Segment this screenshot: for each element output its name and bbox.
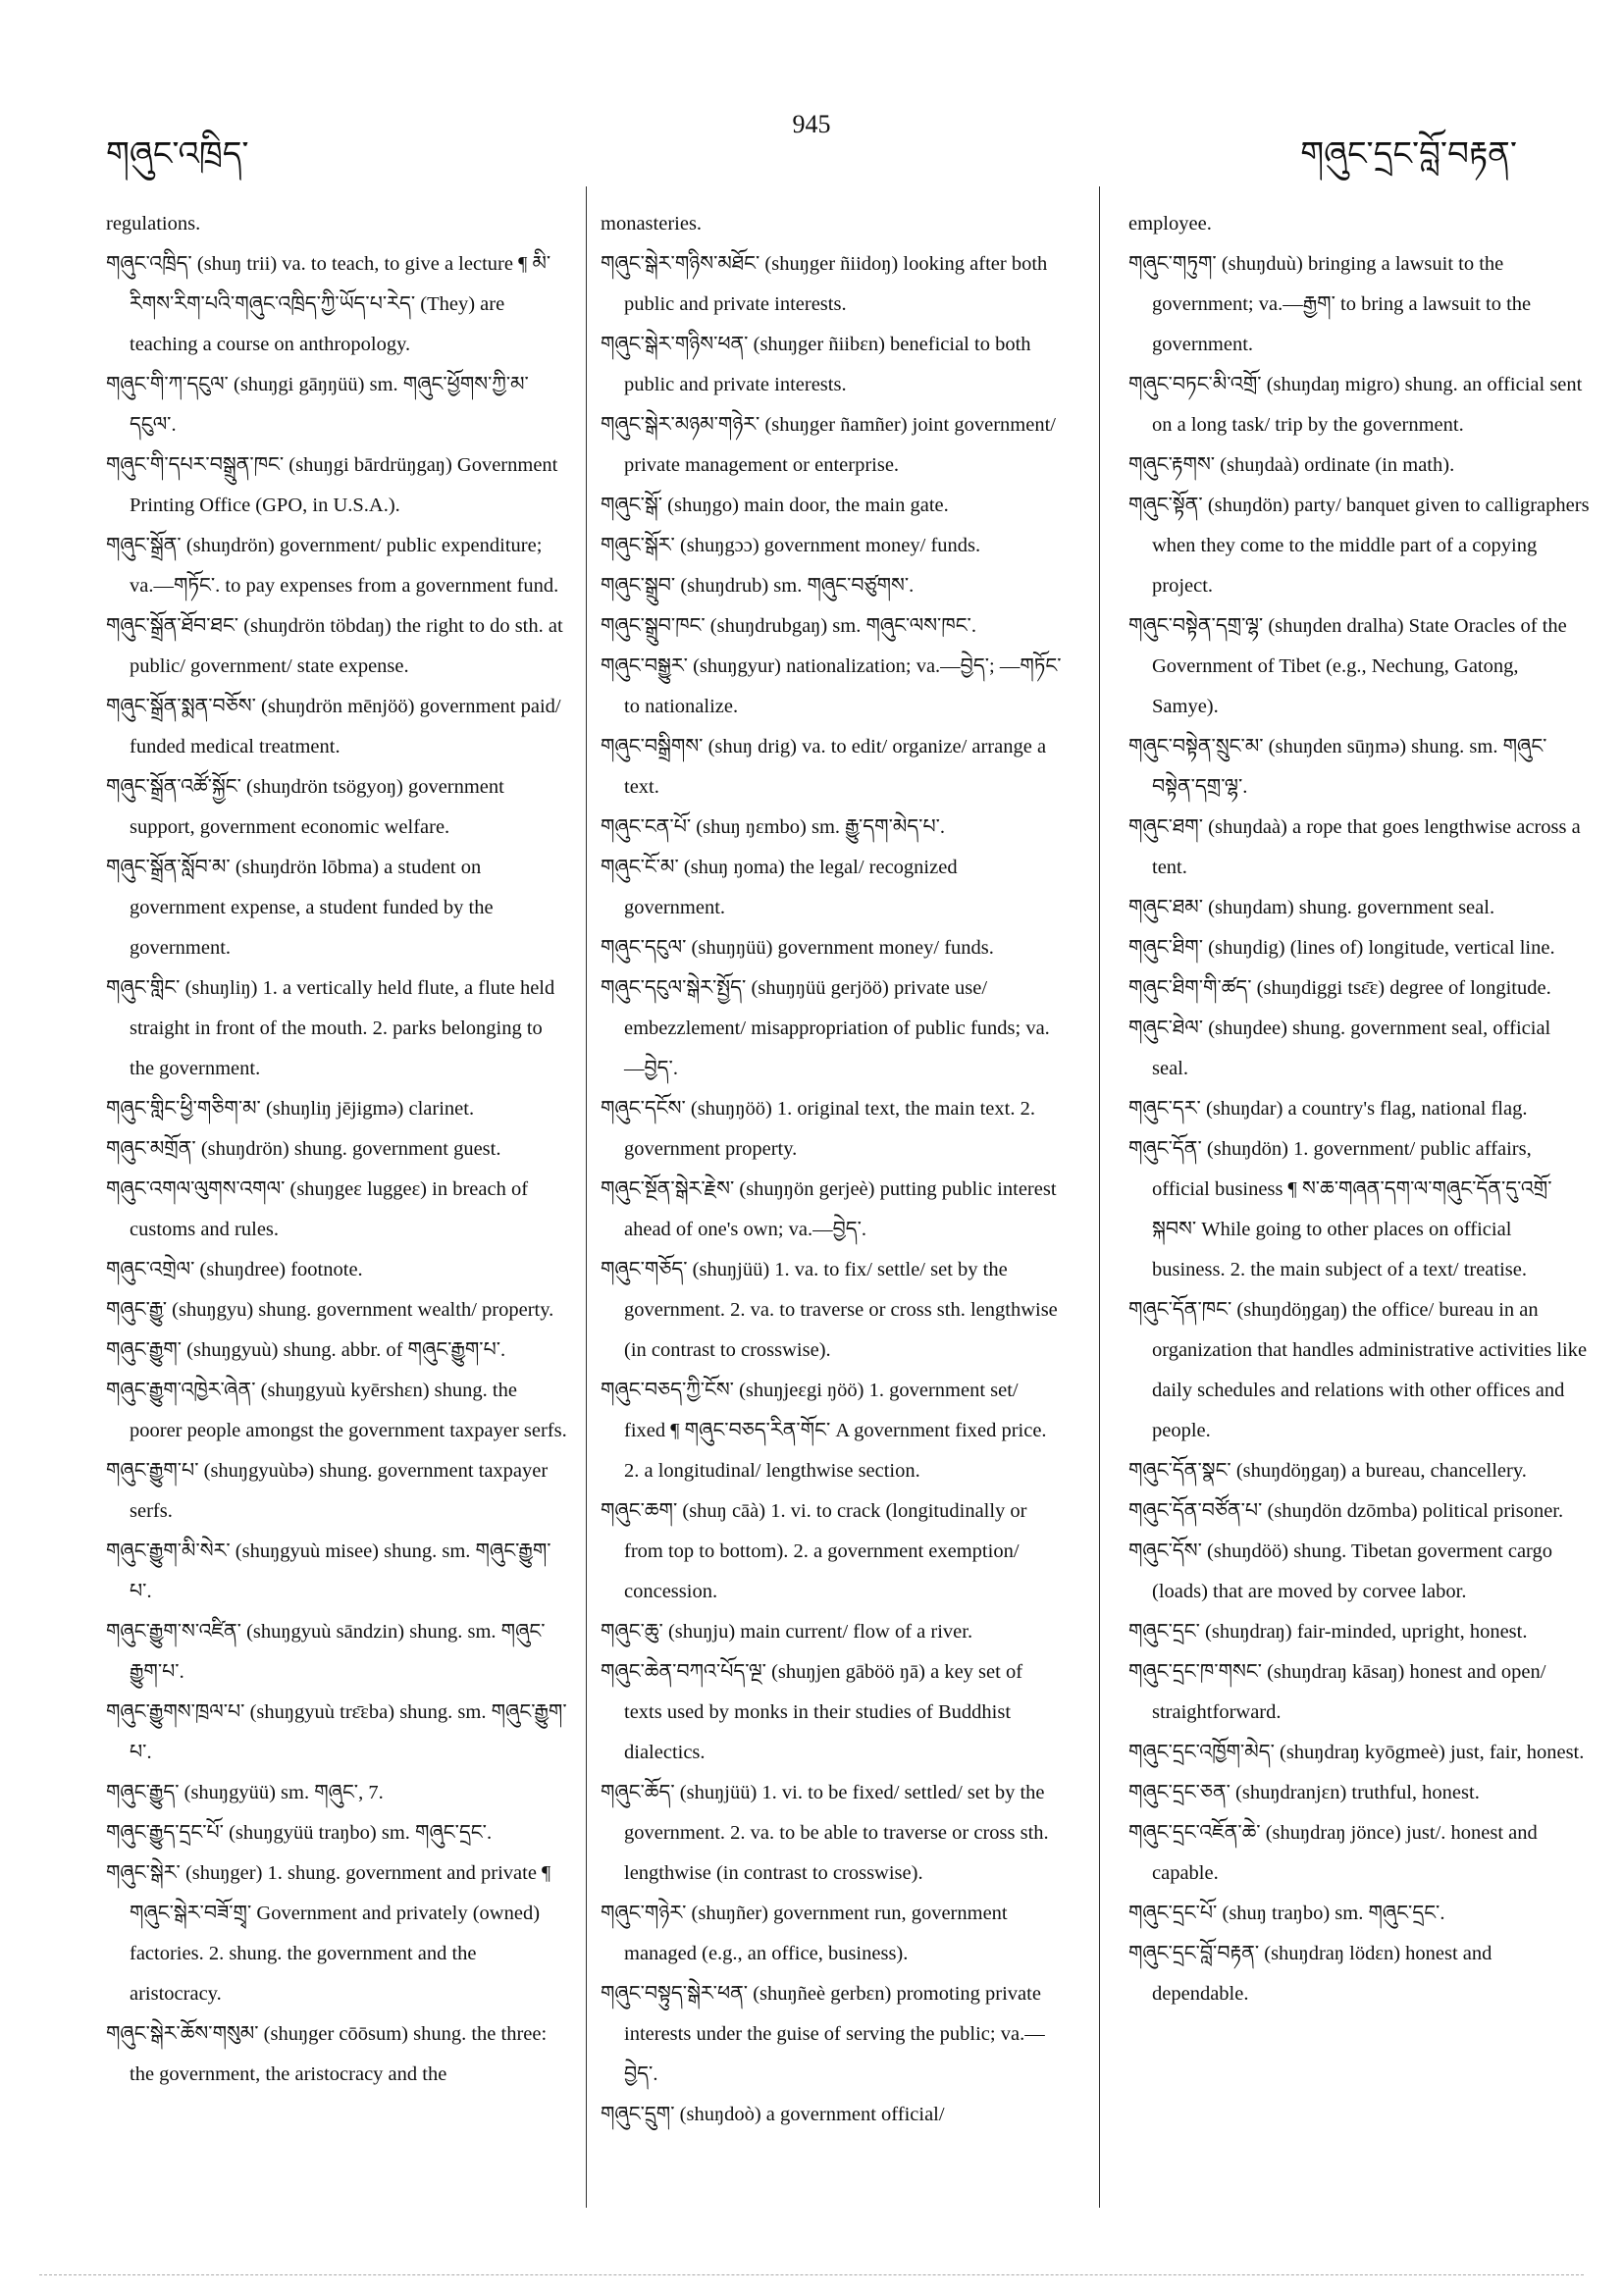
dictionary-entry: གཞུང་སྒྲུབ་ཁང་ (shuŋdrubgaŋ) sm. གཞུང་ལས་ཁང་. — [601, 615, 976, 637]
dictionary-entry: གཞུང་གླིང་ (shuŋliŋ) 1. a vertically held flute, a flute held straight in front of the mouth. 2. parks belonging to the government. — [106, 977, 555, 1079]
dictionary-entry: གཞུང་སྒོར་ (shuŋgɔɔ) government money/ funds. — [601, 535, 981, 556]
dictionary-entry: གཞུང་དོས་ (shuŋdöö) shung. Tibetan goverment cargo (loads) that are moved by corvee labor. — [1128, 1540, 1553, 1602]
dictionary-entry: གཞུང་ཆུ་ (shuŋju) main current/ flow of a river. — [601, 1621, 973, 1643]
dictionary-entry: གཞུང་བསྟེན་སྲུང་མ་ (shuŋden sūŋmə) shung. sm. གཞུང་བསྟེན་དགྲ་ལྷ་. — [1128, 736, 1547, 798]
dictionary-entry: གཞུང་བསྟུད་སྒེར་ཕན་ (shuŋñeè gerbɛn) promoting private interests under the guise of serving the public; va.—བྱེད་. — [601, 1983, 1045, 2085]
dictionary-entry: གཞུང་བཅད་ཀྱི་ངོས་ (shuŋjeɛgi ŋöö) 1. government set/ fixed ¶ གཞུང་བཅད་རིན་གོང་ A government fixed price. 2. a longitudinal/ lengthwise section. — [601, 1380, 1047, 1482]
dictionary-entry: གཞུང་དར་ (shuŋdar) a country's flag, national flag. — [1128, 1098, 1528, 1120]
dictionary-column-1 — [106, 204, 567, 2095]
dictionary-entry: གཞུང་རྒྱུག་ས་འཛིན་ (shuŋgyuù sāndzin) shung. sm. གཞུང་རྒྱུག་པ་. — [106, 1621, 546, 1683]
dictionary-entry: གཞུང་དྲང་འཇོན་ཆེ་ (shuŋdraŋ jönce) just/. honest and capable. — [1128, 1822, 1538, 1884]
dictionary-entry: གཞུང་རྒྱུད་ (shuŋgyüü) sm. གཞུང་, 7. — [106, 1782, 384, 1803]
dictionary-entry: གཞུང་སྒྲུབ་ (shuŋdrub) sm. གཞུང་བཙུགས་. — [601, 575, 915, 597]
dictionary-entry: གཞུང་ཐིག་གི་ཚད་ (shuŋdiggi tsɛ̄ɛ) degree of longitude. — [1128, 977, 1551, 999]
dictionary-entry: གཞུང་སྔོན་སྒེར་རྗེས་ (shuŋŋön gerjeè) putting public interest ahead of one's own; va.—བྱེད་. — [601, 1178, 1057, 1240]
dictionary-entry: གཞུང་བསྟེན་དགྲ་ལྷ་ (shuŋden dralha) State Oracles of the Government of Tibet (e.g., Nechung, Gatong, Samye). — [1128, 615, 1567, 717]
dictionary-entry: གཞུང་གི་ཀ་དངུལ་ (shuŋgi gāŋŋüü) sm. གཞུང་ཕྱོགས་ཀྱི་མ་དངུལ་. — [106, 374, 529, 436]
dictionary-entry: གཞུང་སྒེར་ཆོས་གསུམ་ (shuŋger cōōsum) shung. the three: the government, the aristocracy and the — [106, 2023, 548, 2085]
dictionary-entry: གཞུང་དོན་ (shuŋdön) 1. government/ public affairs, official business ¶ ས་ཆ་གཞན་དག་ལ་གཞུང་དོན་དུ་འགྲོ་སྐབས་ While going to other places on official business. 2. the main subject of a text/ treatise. — [1128, 1138, 1552, 1280]
dictionary-entry: གཞུང་ངོ་མ་ (shuŋ ŋoma) the legal/ recognized government. — [601, 857, 958, 918]
dictionary-entry: གཞུང་དྲུག་ (shuŋdoò) a government official/ — [601, 2104, 945, 2125]
dictionary-entry: གཞུང་སྒེར་ (shuŋger) 1. shung. government and private ¶ གཞུང་སྒེར་བཟོ་གྲྭ་ Government and privately (owned) factories. 2. shung. the government and the aristocracy. — [106, 1862, 551, 2005]
dictionary-entry: གཞུང་ཆེན་བཀའ་པོད་ལྔ་ (shuŋjen gāböö ŋā) a key set of texts used by monks in their studies of Buddhist dialectics. — [601, 1661, 1023, 1763]
dictionary-column-2 — [601, 204, 1062, 2135]
dictionary-entry: གཞུང་ཆག་ (shuŋ cāà) 1. vi. to crack (longitudinally or from top to bottom). 2. a government exemption/ concession. — [601, 1500, 1027, 1602]
dictionary-entry: གཞུང་སྒྲོན་ཐོབ་ཐང་ (shuŋdrön töbdaŋ) the right to do sth. at public/ government/ state expense. — [106, 615, 563, 677]
dictionary-entry: གཞུང་སྒྲོན་སློབ་མ་ (shuŋdrön lōbma) a student on government expense, a student funded by the government. — [106, 857, 494, 959]
dictionary-column-3 — [1128, 204, 1590, 2014]
dictionary-entry: གཞུང་སྟོན་ (shuŋdön) party/ banquet given to calligraphers when they come to the middle part of a copying project. — [1128, 495, 1590, 597]
dictionary-entry: གཞུང་གཅོད་ (shuŋjüü) 1. va. to fix/ settle/ set by the government. 2. va. to traverse or cross sth. lengthwise (in contrast to crosswise). — [601, 1259, 1058, 1361]
dictionary-entry: གཞུང་རྒྱུ་ (shuŋgyu) shung. government wealth/ property. — [106, 1299, 554, 1321]
dictionary-entry: གཞུང་དྲང་ཅན་ (shuŋdranjɛn) truthful, honest. — [1128, 1782, 1480, 1803]
dictionary-entry: གཞུང་སྒྲོན་འཚོ་སྐྱོང་ (shuŋdrön tsögyoŋ) government support, government economic welfare. — [106, 776, 504, 838]
running-header-right: གཞུང་དྲང་བློ་བརྟན་ — [1300, 136, 1517, 173]
dictionary-entry: གཞུང་ཐག་ (shuŋdaà) a rope that goes lengthwise across a tent. — [1128, 816, 1581, 878]
running-header-left: གཞུང་འཁྲིད་ — [106, 136, 249, 173]
dictionary-entry: གཞུང་གཏུག་ (shuŋduù) bringing a lawsuit to the government; va.—རྒྱག་ to bring a lawsuit to the government. — [1128, 253, 1532, 355]
dictionary-entry: གཞུང་ངན་པོ་ (shuŋ ŋɛmbo) sm. རྒྱུ་དག་མེད་པ་. — [601, 816, 946, 838]
dictionary-entry: གཞུང་རྒྱུགས་ཁྲལ་པ་ (shuŋgyuù trɛ̄ɛba) shung. sm. གཞུང་རྒྱུག་པ་. — [106, 1701, 567, 1763]
dictionary-entry: regulations. — [106, 213, 201, 235]
dictionary-entry: གཞུང་འཁྲིད་ (shuŋ trii) va. to teach, to give a lecture ¶ མི་རིགས་རིག་པའི་གཞུང་འཁྲིད་ཀྱི་ཡོད་པ་རེད་ (They) are teaching a course on anthropology. — [106, 253, 551, 355]
dictionary-entry: གཞུང་རྒྱུག་མི་སེར་ (shuŋgyuù misee) shung. sm. གཞུང་རྒྱུག་པ་. — [106, 1540, 551, 1602]
dictionary-entry: གཞུང་གི་དཔར་བསྒྲུན་ཁང་ (shuŋgi bārdrüŋgaŋ) Government Printing Office (GPO, in U.S.A.). — [106, 454, 558, 516]
dictionary-entry: གཞུང་གཉེར་ (shuŋñer) government run, government managed (e.g., an office, business). — [601, 1903, 1008, 1964]
dictionary-entry: གཞུང་དངུལ་ (shuŋŋüü) government money/ funds. — [601, 937, 994, 959]
dictionary-entry: གཞུང་དོན་ཁང་ (shuŋdöŋgaŋ) the office/ bureau in an organization that handles administrative activities like daily schedules and relations with other offices and people. — [1128, 1299, 1588, 1441]
dictionary-entry: གཞུང་དྲང་ཁ་གསང་ (shuŋdraŋ kāsaŋ) honest and open/ straightforward. — [1128, 1661, 1546, 1723]
dictionary-entry: གཞུང་དོན་བཙོན་པ་ (shuŋdön dzōmba) political prisoner. — [1128, 1500, 1564, 1522]
dictionary-entry: གཞུང་སྒེར་གཉིས་མཐོང་ (shuŋger ñiidoŋ) looking after both public and private interests. — [601, 253, 1048, 315]
dictionary-entry: གཞུང་འགལ་ལུགས་འགལ་ (shuŋgeɛ luggeɛ) in breach of customs and rules. — [106, 1178, 529, 1240]
dictionary-entry: གཞུང་འགྲེལ་ (shuŋdree) footnote. — [106, 1259, 363, 1280]
dictionary-entry: གཞུང་སྒོ་ (shuŋgo) main door, the main gate. — [601, 495, 949, 516]
dictionary-entry: གཞུང་དངུལ་སྒེར་སྤྱོད་ (shuŋŋüü gerjöö) private use/ embezzlement/ misappropriation of public funds; va.—བྱེད་. — [601, 977, 1050, 1079]
dictionary-entry: གཞུང་བཏང་མི་འགྲོ་ (shuŋdaŋ migro) shung. an official sent on a long task/ trip by the government. — [1128, 374, 1583, 436]
dictionary-entry: གཞུང་སྒྲོན་སྨན་བཅོས་ (shuŋdrön mēnjöö) government paid/ funded medical treatment. — [106, 696, 561, 757]
dictionary-entry: གཞུང་དོན་སྣང་ (shuŋdöŋgaŋ) a bureau, chancellery. — [1128, 1460, 1527, 1482]
dictionary-entry: གཞུང་བསྒྱུར་ (shuŋgyur) nationalization; va.—བྱེད་; —གཏོང་ to nationalize. — [601, 655, 1062, 717]
page-number: 945 — [792, 110, 831, 138]
dictionary-entry: གཞུང་རྒྱུག་འཁྱེར་ཞེན་ (shuŋgyuù kyērshɛn) shung. the poorer people amongst the government taxpayer serfs. — [106, 1380, 567, 1441]
dictionary-entry: གཞུང་མགྲོན་ (shuŋdrön) shung. government guest. — [106, 1138, 501, 1160]
dictionary-entry: གཞུང་བསྒྲིགས་ (shuŋ drig) va. to edit/ organize/ arrange a text. — [601, 736, 1047, 798]
dictionary-entry: གཞུང་དངོས་ (shuŋŋöö) 1. original text, the main text. 2. government property. — [601, 1098, 1035, 1160]
dictionary-entry: monasteries. — [601, 213, 703, 235]
dictionary-entry: གཞུང་སྒེར་མཉམ་གཉེར་ (shuŋger ñamñer) joint government/ private management or enterprise. — [601, 414, 1056, 476]
dictionary-entry: གཞུང་རྟགས་ (shuŋdaà) ordinate (in math). — [1128, 454, 1455, 476]
dictionary-entry: གཞུང་དྲང་བློ་བརྟན་ (shuŋdraŋ lödɛn) honest and dependable. — [1128, 1943, 1492, 2005]
column-divider — [1099, 186, 1100, 2208]
dictionary-entry: གཞུང་རྒྱུད་དྲང་པོ་ (shuŋgyüü traŋbo) sm. གཞུང་དྲང་. — [106, 1822, 493, 1844]
dictionary-entry: གཞུང་དྲང་ (shuŋdraŋ) fair-minded, upright, honest. — [1128, 1621, 1528, 1643]
dictionary-entry: གཞུང་དྲང་པོ་ (shuŋ traŋbo) sm. གཞུང་དྲང་. — [1128, 1903, 1445, 1924]
dictionary-entry: employee. — [1128, 213, 1212, 235]
dictionary-entry: གཞུང་རྒྱུག་པ་ (shuŋgyuùbə) shung. government taxpayer serfs. — [106, 1460, 549, 1522]
dictionary-entry: གཞུང་གླིང་ཕྱི་གཅིག་མ་ (shuŋliŋ jējigmə) clarinet. — [106, 1098, 475, 1120]
column-divider — [586, 186, 587, 2208]
dictionary-entry: གཞུང་སྒྲོན་ (shuŋdrön) government/ public expenditure; va.—གཏོང་. to pay expenses from a government fund. — [106, 535, 559, 597]
dictionary-entry: གཞུང་ཐེལ་ (shuŋdee) shung. government seal, official seal. — [1128, 1018, 1551, 1079]
dictionary-entry: གཞུང་ཐིག་ (shuŋdig) (lines of) longitude, vertical line. — [1128, 937, 1555, 959]
dictionary-entry: གཞུང་ཆོད་ (shuŋjüü) 1. vi. to be fixed/ settled/ set by the government. 2. va. to be able to traverse or cross sth. lengthwise (in contrast to crosswise). — [601, 1782, 1049, 1884]
dictionary-entry: གཞུང་ཐམ་ (shuŋdam) shung. government seal. — [1128, 897, 1495, 918]
bottom-edge-line — [39, 2274, 1584, 2275]
dictionary-entry: གཞུང་རྒྱུག་ (shuŋgyuù) shung. abbr. of གཞུང་རྒྱུག་པ་. — [106, 1339, 506, 1361]
dictionary-entry: གཞུང་སྒེར་གཉིས་ཕན་ (shuŋger ñiibɛn) beneficial to both public and private interests. — [601, 334, 1031, 395]
dictionary-entry: གཞུང་དྲང་འཁྱོག་མེད་ (shuŋdraŋ kyōgmeè) just, fair, honest. — [1128, 1742, 1585, 1763]
